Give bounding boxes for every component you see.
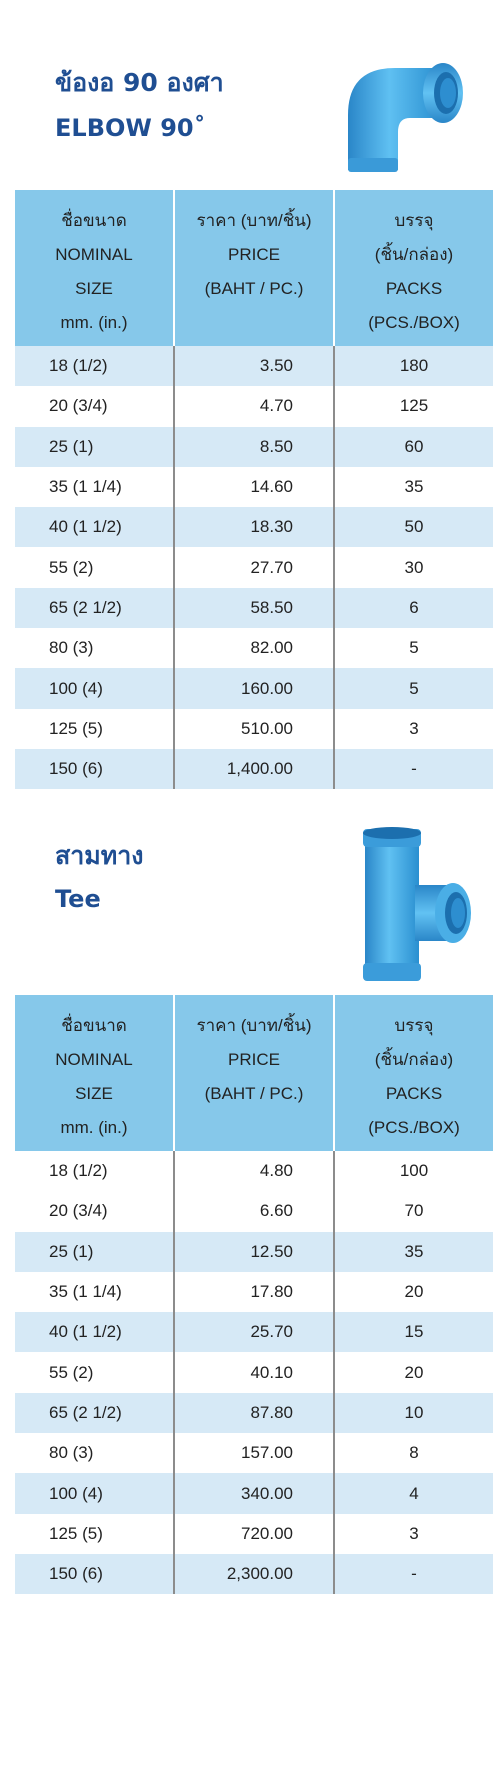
header-packs-thai: บรรจุ bbox=[394, 211, 434, 230]
packs-cell: 6 bbox=[334, 588, 493, 628]
header-packs-unit: (PCS./BOX) bbox=[368, 1118, 460, 1137]
header-packs-unit: (PCS./BOX) bbox=[368, 313, 460, 332]
header-packs-thai-unit: (ชิ้น/กล่อง) bbox=[374, 245, 454, 264]
size-cell: 35 (1 1/4) bbox=[15, 1272, 174, 1312]
table-row bbox=[15, 1272, 493, 1312]
elbow-title-thai: ข้องอ 90 องศา bbox=[55, 68, 224, 97]
price-cell: 2,300.00 bbox=[174, 1554, 334, 1594]
price-cell: 14.60 bbox=[174, 467, 334, 507]
table-row bbox=[15, 668, 493, 708]
table-row bbox=[15, 386, 493, 426]
table-row bbox=[15, 1393, 493, 1433]
packs-cell: 30 bbox=[334, 547, 493, 587]
price-cell: 510.00 bbox=[174, 709, 334, 749]
packs-cell: 10 bbox=[334, 1393, 493, 1433]
size-cell: 65 (2 1/2) bbox=[15, 1393, 174, 1433]
header-price bbox=[174, 995, 334, 1151]
tee-price-table bbox=[15, 995, 493, 1594]
tee-title-english: Tee bbox=[55, 885, 101, 913]
table-row bbox=[15, 749, 493, 789]
elbow-title-english: ELBOW 90˚ bbox=[55, 114, 206, 142]
packs-cell: 15 bbox=[334, 1312, 493, 1352]
table-row bbox=[15, 427, 493, 467]
table-row bbox=[15, 1151, 493, 1191]
header-packs-thai: บรรจุ bbox=[394, 1016, 434, 1035]
packs-cell: 4 bbox=[334, 1473, 493, 1513]
price-cell: 720.00 bbox=[174, 1514, 334, 1554]
packs-cell: 100 bbox=[334, 1151, 493, 1191]
header-size-unit: mm. (in.) bbox=[60, 313, 128, 332]
size-cell: 55 (2) bbox=[15, 1352, 174, 1392]
table-header-row bbox=[15, 995, 493, 1151]
header-size-line3: SIZE bbox=[75, 279, 113, 298]
header-size-thai: ชื่อขนาด bbox=[61, 211, 127, 230]
table-row bbox=[15, 1232, 493, 1272]
header-packs bbox=[334, 190, 493, 346]
size-cell: 40 (1 1/2) bbox=[15, 507, 174, 547]
table-row bbox=[15, 1352, 493, 1392]
header-size-line3: SIZE bbox=[75, 1084, 113, 1103]
size-cell: 125 (5) bbox=[15, 709, 174, 749]
header-price-line2: PRICE bbox=[228, 245, 280, 264]
size-cell: 20 (3/4) bbox=[15, 1191, 174, 1231]
size-cell: 65 (2 1/2) bbox=[15, 588, 174, 628]
table-row bbox=[15, 467, 493, 507]
tee-title-thai: สามทาง bbox=[55, 841, 144, 870]
header-price-thai: ราคา (บาท/ชิ้น) bbox=[196, 211, 312, 230]
price-cell: 3.50 bbox=[174, 346, 334, 386]
packs-cell: 8 bbox=[334, 1433, 493, 1473]
elbow-pipe-image bbox=[340, 40, 475, 175]
packs-cell: 180 bbox=[334, 346, 493, 386]
elbow-price-table bbox=[15, 190, 493, 789]
packs-cell: 5 bbox=[334, 668, 493, 708]
packs-cell: 60 bbox=[334, 427, 493, 467]
price-cell: 160.00 bbox=[174, 668, 334, 708]
price-cell: 25.70 bbox=[174, 1312, 334, 1352]
price-cell: 340.00 bbox=[174, 1473, 334, 1513]
size-cell: 80 (3) bbox=[15, 628, 174, 668]
tee-pipe-image bbox=[355, 825, 475, 985]
size-cell: 35 (1 1/4) bbox=[15, 467, 174, 507]
packs-cell: 3 bbox=[334, 1514, 493, 1554]
packs-cell: 35 bbox=[334, 1232, 493, 1272]
table-row bbox=[15, 547, 493, 587]
size-cell: 125 (5) bbox=[15, 1514, 174, 1554]
price-cell: 17.80 bbox=[174, 1272, 334, 1312]
size-cell: 20 (3/4) bbox=[15, 386, 174, 426]
size-cell: 25 (1) bbox=[15, 427, 174, 467]
table-row bbox=[15, 588, 493, 628]
price-cell: 27.70 bbox=[174, 547, 334, 587]
table-row bbox=[15, 346, 493, 386]
packs-cell: 5 bbox=[334, 628, 493, 668]
price-cell: 6.60 bbox=[174, 1191, 334, 1231]
packs-cell: 125 bbox=[334, 386, 493, 426]
packs-cell: 50 bbox=[334, 507, 493, 547]
table-row bbox=[15, 628, 493, 668]
size-cell: 100 (4) bbox=[15, 668, 174, 708]
table-row bbox=[15, 507, 493, 547]
header-packs-line3: PACKS bbox=[385, 1084, 443, 1103]
price-cell: 4.80 bbox=[174, 1151, 334, 1191]
header-packs-thai-unit: (ชิ้น/กล่อง) bbox=[374, 1050, 454, 1069]
price-cell: 12.50 bbox=[174, 1232, 334, 1272]
price-cell: 4.70 bbox=[174, 386, 334, 426]
table-row bbox=[15, 1554, 493, 1594]
price-cell: 8.50 bbox=[174, 427, 334, 467]
packs-cell: 70 bbox=[334, 1191, 493, 1231]
size-cell: 40 (1 1/2) bbox=[15, 1312, 174, 1352]
size-cell: 150 (6) bbox=[15, 749, 174, 789]
table-row bbox=[15, 1312, 493, 1352]
price-cell: 87.80 bbox=[174, 1393, 334, 1433]
header-size bbox=[15, 995, 174, 1151]
size-cell: 25 (1) bbox=[15, 1232, 174, 1272]
header-size bbox=[15, 190, 174, 346]
size-cell: 18 (1/2) bbox=[15, 1151, 174, 1191]
header-size-unit: mm. (in.) bbox=[60, 1118, 128, 1137]
header-packs bbox=[334, 995, 493, 1151]
price-cell: 58.50 bbox=[174, 588, 334, 628]
packs-cell: - bbox=[334, 749, 493, 789]
price-cell: 82.00 bbox=[174, 628, 334, 668]
header-size-line2: NOMINAL bbox=[55, 245, 133, 264]
size-cell: 55 (2) bbox=[15, 547, 174, 587]
table-row bbox=[15, 709, 493, 749]
table-row bbox=[15, 1473, 493, 1513]
price-cell: 157.00 bbox=[174, 1433, 334, 1473]
header-price-unit: (BAHT / PC.) bbox=[204, 1084, 304, 1103]
size-cell: 150 (6) bbox=[15, 1554, 174, 1594]
header-price-line2: PRICE bbox=[228, 1050, 280, 1069]
header-size-thai: ชื่อขนาด bbox=[61, 1016, 127, 1035]
packs-cell: - bbox=[334, 1554, 493, 1594]
header-price bbox=[174, 190, 334, 346]
header-price-unit: (BAHT / PC.) bbox=[204, 279, 304, 298]
packs-cell: 20 bbox=[334, 1352, 493, 1392]
packs-cell: 35 bbox=[334, 467, 493, 507]
size-cell: 100 (4) bbox=[15, 1473, 174, 1513]
packs-cell: 20 bbox=[334, 1272, 493, 1312]
table-row bbox=[15, 1514, 493, 1554]
size-cell: 80 (3) bbox=[15, 1433, 174, 1473]
header-price-thai: ราคา (บาท/ชิ้น) bbox=[196, 1016, 312, 1035]
price-cell: 40.10 bbox=[174, 1352, 334, 1392]
table-header-row bbox=[15, 190, 493, 346]
price-cell: 1,400.00 bbox=[174, 749, 334, 789]
header-size-line2: NOMINAL bbox=[55, 1050, 133, 1069]
table-row bbox=[15, 1191, 493, 1231]
header-packs-line3: PACKS bbox=[385, 279, 443, 298]
size-cell: 18 (1/2) bbox=[15, 346, 174, 386]
price-cell: 18.30 bbox=[174, 507, 334, 547]
packs-cell: 3 bbox=[334, 709, 493, 749]
table-row bbox=[15, 1433, 493, 1473]
